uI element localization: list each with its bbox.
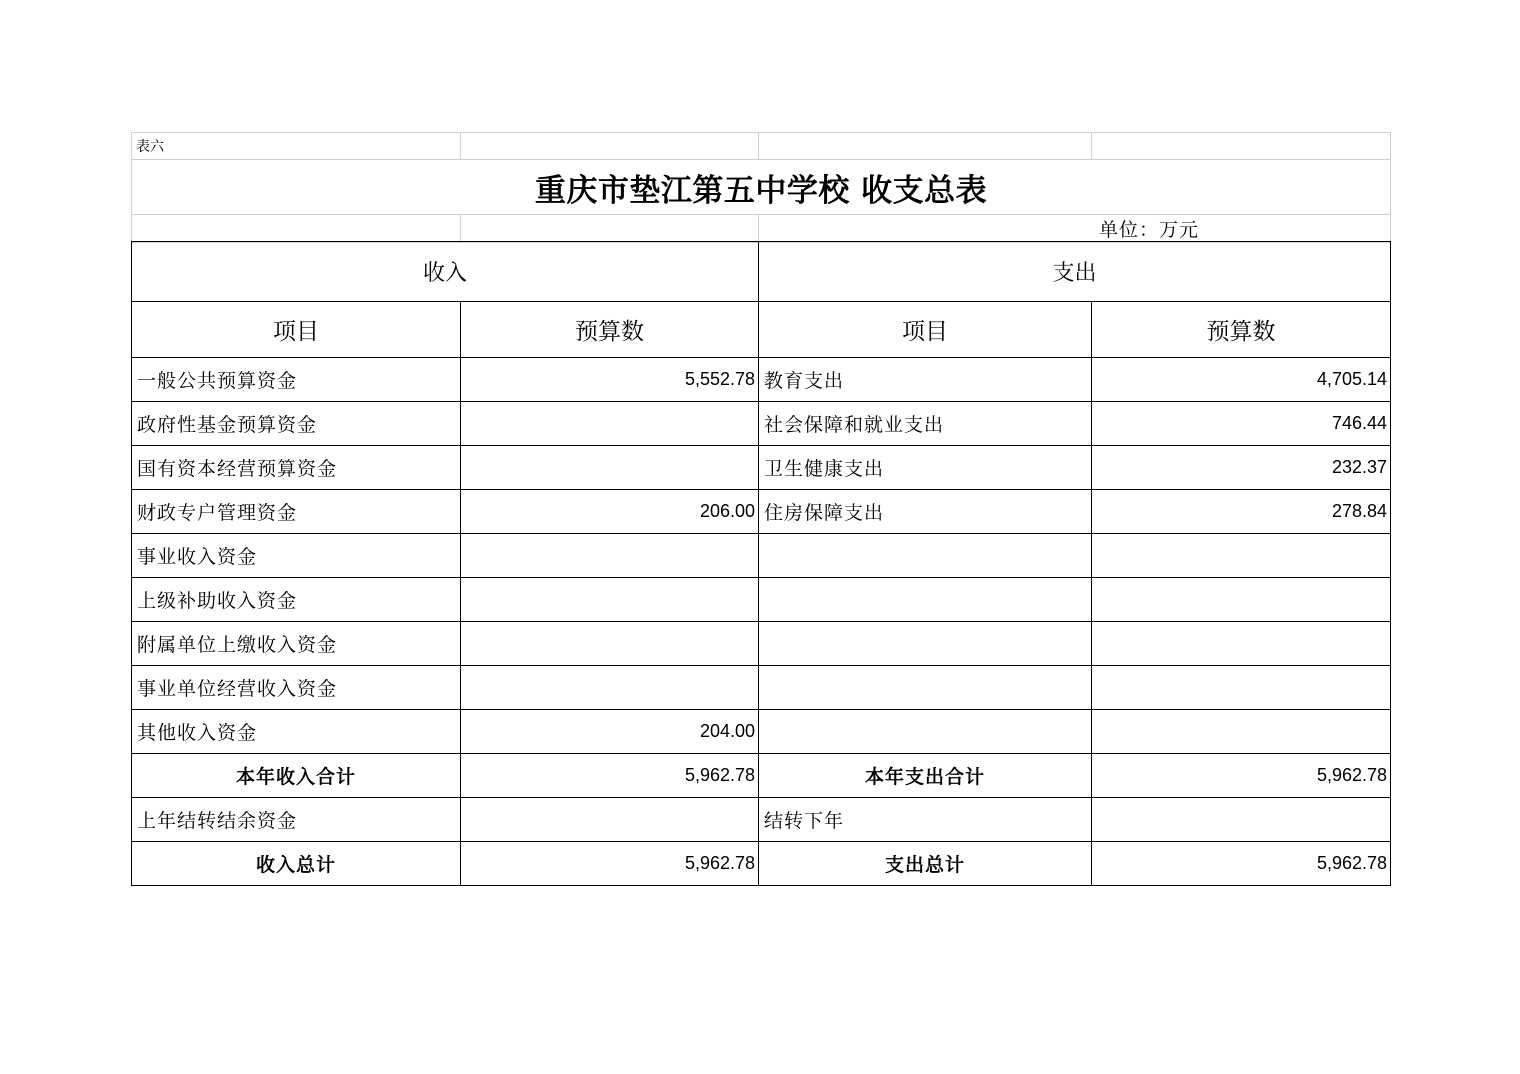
- expense-item-cell[interactable]: 住房保障支出: [759, 490, 1092, 534]
- income-value-cell[interactable]: [461, 578, 759, 622]
- expense-value-cell[interactable]: [1092, 578, 1391, 622]
- budget-table: [131, 241, 1391, 886]
- income-item-cell[interactable]: 国有资本经营预算资金: [132, 446, 461, 490]
- expense-budget-header[interactable]: 预算数: [1092, 302, 1391, 358]
- income-value-cell[interactable]: [461, 446, 759, 490]
- expense-total-label[interactable]: 支出总计: [759, 842, 1092, 886]
- expense-value-cell[interactable]: [1092, 622, 1391, 666]
- expense-subtotal-value[interactable]: 5,962.78: [1092, 754, 1391, 798]
- income-value-cell[interactable]: 204.00: [461, 710, 759, 754]
- empty-cell[interactable]: [759, 133, 1092, 160]
- table-row: [132, 534, 1391, 578]
- expense-value-cell[interactable]: 4,705.14: [1092, 358, 1391, 402]
- empty-cell[interactable]: [132, 215, 461, 243]
- total-row: [132, 842, 1391, 886]
- expense-item-cell[interactable]: 卫生健康支出: [759, 446, 1092, 490]
- income-subtotal-value[interactable]: 5,962.78: [461, 754, 759, 798]
- income-carryover-label[interactable]: 上年结转结余资金: [132, 798, 461, 842]
- income-item-cell[interactable]: 政府性基金预算资金: [132, 402, 461, 446]
- table-row: [132, 446, 1391, 490]
- expense-item-cell[interactable]: [759, 622, 1092, 666]
- sheet-header: [131, 132, 1391, 243]
- table-row: [132, 402, 1391, 446]
- expense-carryover-label[interactable]: 结转下年: [759, 798, 1092, 842]
- income-item-cell[interactable]: 财政专户管理资金: [132, 490, 461, 534]
- unit-label[interactable]: 单位：万元: [1092, 215, 1391, 243]
- empty-cell[interactable]: [1092, 133, 1391, 160]
- expense-value-cell[interactable]: 278.84: [1092, 490, 1391, 534]
- income-value-cell[interactable]: [461, 622, 759, 666]
- income-item-cell[interactable]: 附属单位上缴收入资金: [132, 622, 461, 666]
- table-row: [132, 666, 1391, 710]
- income-total-label[interactable]: 收入总计: [132, 842, 461, 886]
- income-value-cell[interactable]: 5,552.78: [461, 358, 759, 402]
- expense-item-cell[interactable]: [759, 534, 1092, 578]
- income-section-header[interactable]: 收入: [132, 242, 759, 302]
- expense-item-header[interactable]: 项目: [759, 302, 1092, 358]
- page-title[interactable]: 重庆市垫江第五中学校 收支总表: [132, 160, 1391, 215]
- income-item-cell[interactable]: 其他收入资金: [132, 710, 461, 754]
- expense-section-header[interactable]: 支出: [759, 242, 1391, 302]
- income-carryover-value[interactable]: [461, 798, 759, 842]
- expense-subtotal-label[interactable]: 本年支出合计: [759, 754, 1092, 798]
- income-item-header[interactable]: 项目: [132, 302, 461, 358]
- expense-value-cell[interactable]: [1092, 666, 1391, 710]
- income-item-cell[interactable]: 事业收入资金: [132, 534, 461, 578]
- expense-item-cell[interactable]: 社会保障和就业支出: [759, 402, 1092, 446]
- income-value-cell[interactable]: [461, 666, 759, 710]
- income-value-cell[interactable]: 206.00: [461, 490, 759, 534]
- expense-value-cell[interactable]: [1092, 710, 1391, 754]
- carryover-row: [132, 798, 1391, 842]
- income-value-cell[interactable]: [461, 534, 759, 578]
- expense-item-cell[interactable]: [759, 710, 1092, 754]
- table-row: [132, 490, 1391, 534]
- expense-item-cell[interactable]: 教育支出: [759, 358, 1092, 402]
- expense-item-cell[interactable]: [759, 578, 1092, 622]
- table-row: [132, 578, 1391, 622]
- empty-cell[interactable]: [461, 133, 759, 160]
- empty-cell[interactable]: [759, 215, 1092, 243]
- table-row: [132, 358, 1391, 402]
- income-item-cell[interactable]: 上级补助收入资金: [132, 578, 461, 622]
- subtotal-row: [132, 754, 1391, 798]
- empty-cell[interactable]: [461, 215, 759, 243]
- table-row: [132, 622, 1391, 666]
- table-row: [132, 710, 1391, 754]
- expense-value-cell[interactable]: 232.37: [1092, 446, 1391, 490]
- income-total-value[interactable]: 5,962.78: [461, 842, 759, 886]
- expense-carryover-value[interactable]: [1092, 798, 1391, 842]
- income-value-cell[interactable]: [461, 402, 759, 446]
- income-item-cell[interactable]: 一般公共预算资金: [132, 358, 461, 402]
- expense-total-value[interactable]: 5,962.78: [1092, 842, 1391, 886]
- sheet-label[interactable]: 表六: [132, 133, 461, 160]
- income-subtotal-label[interactable]: 本年收入合计: [132, 754, 461, 798]
- income-budget-header[interactable]: 预算数: [461, 302, 759, 358]
- expense-value-cell[interactable]: 746.44: [1092, 402, 1391, 446]
- expense-value-cell[interactable]: [1092, 534, 1391, 578]
- expense-item-cell[interactable]: [759, 666, 1092, 710]
- income-item-cell[interactable]: 事业单位经营收入资金: [132, 666, 461, 710]
